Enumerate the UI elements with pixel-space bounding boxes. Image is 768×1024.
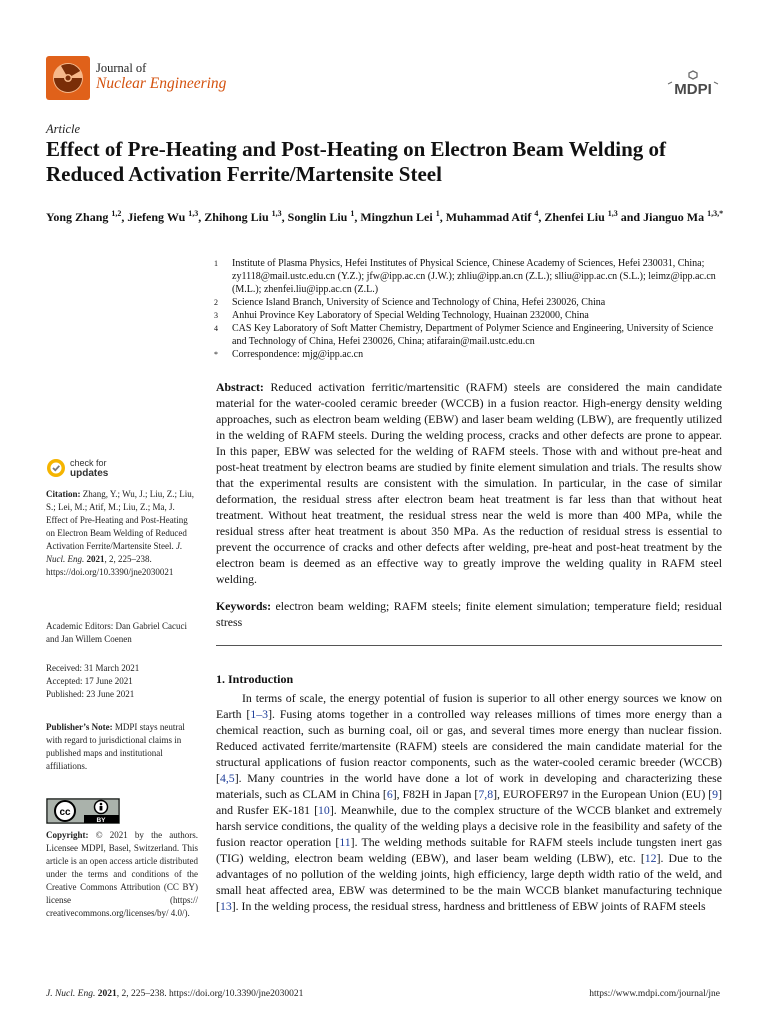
intro-text: ]. The welding methods suitable for RAFM steels include tungsten inert gas (TIG) welding, electron beam welding (EBW), and laser beam welding (LBW), etc. [: [216, 835, 722, 865]
cc-by-license-icon[interactable]: [46, 798, 120, 824]
citation-link[interactable]: 6: [386, 787, 393, 801]
publication-dates: [46, 662, 198, 701]
affiliation-number: 4: [214, 324, 218, 333]
citation-link[interactable]: 10: [318, 803, 330, 817]
author-affiliation-marker: 1,3: [607, 209, 618, 218]
affiliation-item: [214, 309, 724, 322]
section-heading: 1. Introduction: [216, 672, 294, 686]
affiliation-item: [214, 296, 724, 309]
abstract: [216, 379, 722, 587]
affiliation-number: 1: [214, 259, 218, 268]
affiliation-item: [214, 322, 724, 348]
citation-link[interactable]: 11: [339, 835, 351, 849]
author-name: Mingzhun Lei $^1$: [360, 209, 440, 224]
copyright-text: © 2021 by the authors. Licensee MDPI, Basel, Switzerland. This article is an open access article distributed under the terms and conditions of the Creative Commons Attribution (CC BY) license (https:// creativecommons.org/licenses/by/ 4.0/).: [46, 830, 199, 918]
check-updates-line2: updates: [70, 468, 109, 479]
author-name: Zhihong Liu $^{1,3}$: [204, 209, 282, 224]
citation-link[interactable]: 9: [712, 787, 719, 801]
intro-text: ]. Many countries in the world have done a lot of work in developing and characterizing these materials, such as CLAM in China [: [216, 771, 722, 801]
keywords: [216, 598, 722, 630]
footer-journal-url[interactable]: https://www.mdpi.com/journal/jne: [589, 989, 720, 999]
check-updates-icon: [46, 458, 66, 478]
citation-journal: J. Nucl. Eng.: [46, 541, 183, 564]
journal-prefix: Journal of: [96, 61, 147, 75]
accepted-date: Accepted: 17 June 2021: [46, 676, 133, 686]
author-name: Zhenfei Liu $^{1,3}$: [544, 209, 618, 224]
affiliation-item: [214, 348, 724, 361]
affiliation-text: Anhui Province Key Laboratory of Special Welding Technology, Huainan 232000, China: [232, 310, 589, 321]
author-affiliation-marker: 1,3,*: [707, 209, 724, 218]
affiliation-item: [214, 257, 724, 296]
citation-link[interactable]: 1–3: [250, 707, 269, 721]
citation-label: Citation:: [46, 489, 81, 499]
intro-text: ]. Meanwhile, due to the complex structure of the WCCB blanket and extremely harsh service conditions, the quality of the welding plays a decisive role in the feasibility and safety of the fusion reactor operation [: [216, 803, 722, 849]
academic-editors: Academic Editors: Dan Gabriel Cacuci and Jan Willem Coenen: [46, 621, 187, 644]
affiliation-text: Institute of Plasma Physics, Hefei Institutes of Physical Science, Chinese Academy of Sciences, Hefei 230031, China; zy1118@mail.ustc.edu.cn (Y.Z.); jfw@ipp.ac.cn (J.W.); zhliu@ipp.an.cn (Z.L.); slliu@ipp.ac.cn (S.L.); leimz@ipp.ac.cn (M.L.); zhenfei.liu@ipp.ac.cn (Z.L.): [232, 258, 716, 295]
check-updates-line1: check for: [70, 458, 107, 468]
footer-citation: [46, 989, 303, 999]
keywords-label: Keywords:: [216, 599, 272, 613]
intro-text: ], EUROFER97 in the European Union (EU) [: [493, 787, 713, 801]
citation-doi[interactable]: , 2, 225–238. https://doi.org/10.3390/jne2030021: [46, 554, 174, 577]
author-affiliation-marker: 1,3: [188, 209, 199, 218]
footer-year: 2021: [97, 989, 117, 999]
citation-year: 2021: [86, 554, 105, 564]
affiliations: [214, 257, 724, 361]
check-for-updates-button[interactable]: [46, 458, 196, 480]
intro-text: ]. In the welding process, the residual stress, hardness and brittleness of EBW joints of RAFM steels: [231, 899, 706, 913]
citation-link[interactable]: 7,8: [478, 787, 494, 801]
author-name: Jianguo Ma $^{1,3,*}$: [643, 209, 724, 224]
intro-text: ] and Rusfer EK-181 [: [216, 787, 722, 817]
author-affiliation-marker: 4: [534, 209, 539, 218]
author-name: Yong Zhang $^{1,2}$: [46, 209, 122, 224]
introduction-paragraph: [216, 690, 722, 938]
affiliation-number: 3: [214, 311, 218, 320]
journal-name: Nuclear Engineering: [96, 75, 227, 92]
citation-block: [46, 488, 198, 579]
publisher-note-label: Publisher’s Note:: [46, 722, 113, 732]
publisher-note: [46, 721, 198, 773]
author-name: Songlin Liu $^1$: [287, 209, 355, 224]
publisher-note-text: MDPI stays neutral with regard to jurisdictional claims in published maps and institutional affiliations.: [46, 722, 185, 771]
copyright-label: Copyright:: [46, 830, 89, 840]
nuclear-radiation-icon: [46, 56, 90, 100]
section-divider: [216, 645, 722, 646]
keywords-text: electron beam welding; RAFM steels; finite element simulation; temperature field; residual stress: [216, 599, 722, 629]
svg-text:cc: cc: [59, 807, 71, 818]
author-affiliation-marker: 1: [350, 209, 355, 218]
author-affiliation-marker: 1,2: [111, 209, 122, 218]
publisher-name: MDPI: [674, 81, 712, 98]
author-name: Jiefeng Wu $^{1,3}$: [127, 209, 199, 224]
cc-by-label: BY: [96, 817, 106, 824]
article-type: Article: [46, 122, 81, 136]
footer-journal: J. Nucl. Eng.: [46, 989, 96, 999]
intro-text: ]. Due to the advantages of no pollution of the welding joints, high efficiency, large depth width ratio of the weld, and small heat affected area, EBW was determined to be the main WCCB blanket manufacturing technique [: [216, 851, 722, 913]
intro-text: ], F82H in Japan [: [392, 787, 479, 801]
article-title: Effect of Pre-Heating and Post-Heating on Electron Beam Welding of Reduced Activation Ferrite/Martensite Steel: [46, 137, 667, 186]
mdpi-logo-icon[interactable]: [666, 70, 720, 102]
received-date: Received: 31 March 2021: [46, 663, 140, 673]
author-name: Muhammad Atif $^4$: [445, 209, 539, 224]
intro-text: In terms of scale, the energy potential of fusion is superior to all other energy sources we know on Earth [: [216, 691, 722, 721]
author-list: Yong Zhang $^{1,2}$, Jiefeng Wu $^{1,3}$, Zhihong Liu $^{1,3}$, Songlin Liu $^1$, Mingzhun Lei $^1$, Muhammad Atif $^4$, Zhenfei Liu $^{1,3}$ and Jianguo Ma $^{1,3,*}$: [46, 209, 724, 224]
copyright-block: [46, 829, 198, 920]
citation-link[interactable]: 4,5: [219, 771, 235, 785]
abstract-label: Abstract:: [216, 380, 264, 394]
author-affiliation-marker: 1: [435, 209, 440, 218]
citation-text: Zhang, Y.; Wu, J.; Liu, Z.; Liu, S.; Lei, M.; Atif, M.; Liu, Z.; Ma, J. Effect of Pre-Heating and Post-Heating on Electron Beam Welding of Reduced Activation Ferrite/Martensite Steel.: [46, 489, 194, 551]
affiliation-text: Science Island Branch, University of Science and Technology of China, Hefei 230026, China: [232, 297, 606, 308]
published-date: Published: 23 June 2021: [46, 689, 135, 699]
author-affiliation-marker: 1,3: [271, 209, 282, 218]
abstract-text: Reduced activation ferritic/martensitic (RAFM) steels are considered the main candidate material for the water-cooled ceramic breeder (WCCB) in a fusion reactor. High-energy density welding approaches, such as electron beam welding (EBW) and laser beam welding (LBW), are frequently utilized in the welding of RAFM steels. During the welding process, cracks and other defects are prone to appear. In this paper, EBW was selected for the welding of RAFM steels. Those with and without pre-heat and post-heat treatment by electron beams are studied by finite element simulation and trials. The results show that the experimental results are consistent with the simulation. In particular, in the case of similar deformation, the residual stress after electron beam heat treatment is far less than that without heat treatment. Without heat treatment, the residual stress near the weld is more than 400 MPa, while the residual stress after heat treatment is about 350 MPa. As the reduction of residual stress is essential to prevent the occurrence of cracks and other defects after welding, pre-heat and post-heat treatment by the electron beam is deemed as an effective way to greatly improve the welding quality in RAFM steel welding.: [216, 380, 722, 586]
footer-doi[interactable]: , 2, 225–238. https://doi.org/10.3390/jne2030021: [116, 989, 304, 999]
intro-text: ]. Fusing atoms together in a controlled way releases millions of times more energy than a chemical reaction, such as burning coal, oil or gas, and several times more energy than nuclear fission. Reduced activated ferrite/martensite (RAFM) steels are considered the main candidate material for the structural applications of fusion reactor components, such as the water-cooled ceramic breeder (WCCB) [: [216, 707, 722, 785]
citation-link[interactable]: 13: [219, 899, 232, 913]
affiliation-text: CAS Key Laboratory of Soft Matter Chemistry, Department of Polymer Science and Engineering, University of Science and Technology of China, Hefei 230026, China; atifarain@mail.ustc.edu.cn: [232, 323, 714, 347]
affiliation-text: Correspondence: mjg@ipp.ac.cn: [232, 349, 364, 360]
affiliation-number: 2: [214, 298, 218, 307]
affiliation-number: *: [214, 350, 218, 359]
citation-link[interactable]: 12: [644, 851, 657, 865]
